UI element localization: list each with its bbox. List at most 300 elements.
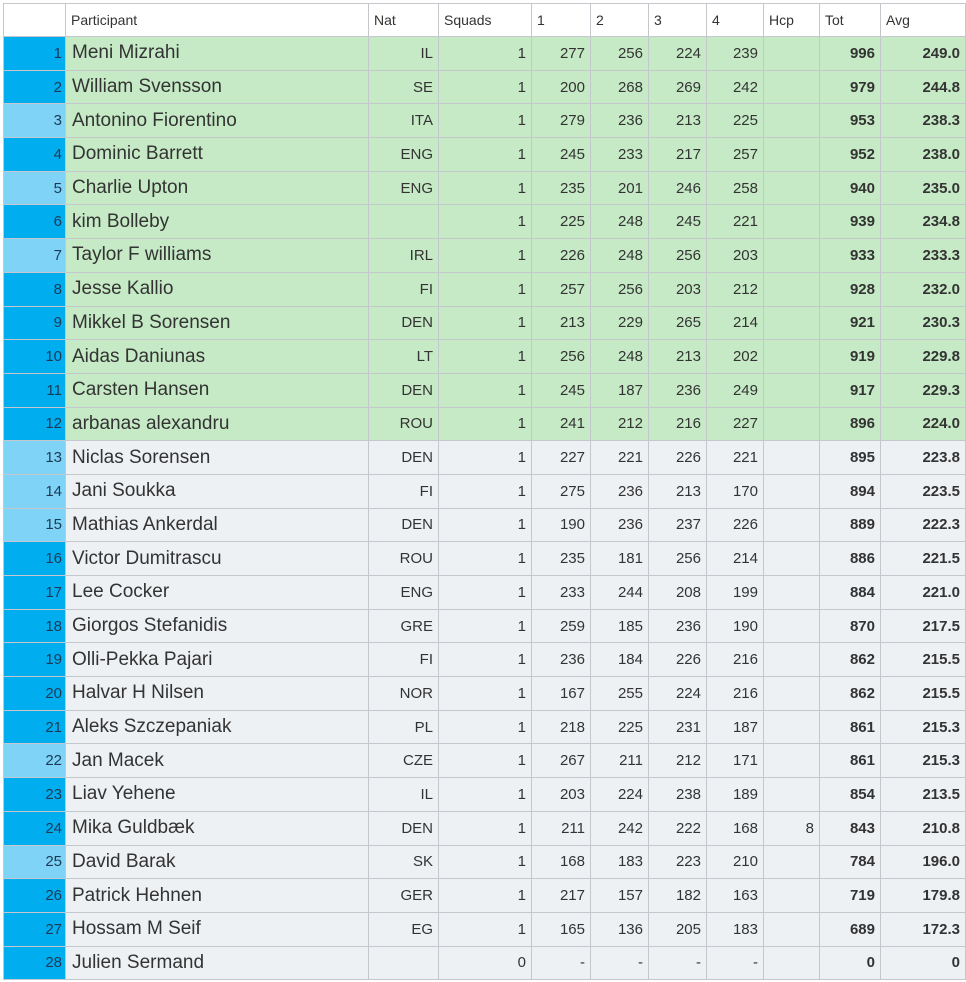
table-row[interactable] (4, 306, 966, 340)
participant-cell: Giorgos Stefanidis (66, 609, 369, 643)
tot-cell: 862 (820, 677, 881, 711)
squads-cell: 1 (439, 239, 532, 273)
nat-cell: FI (369, 272, 439, 306)
participant-cell: Patrick Hehnen (66, 879, 369, 913)
game-1-cell: 277 (532, 37, 591, 71)
avg-cell: 232.0 (881, 272, 966, 306)
squads-cell: 1 (439, 912, 532, 946)
avg-cell: 179.8 (881, 879, 966, 913)
header-avg[interactable]: Avg (881, 4, 966, 37)
tot-cell: 952 (820, 138, 881, 172)
game-1-cell: 233 (532, 576, 591, 610)
hcp-cell (764, 441, 820, 475)
participant-cell: Liav Yehene (66, 778, 369, 812)
game-1-cell: 241 (532, 407, 591, 441)
game-3-cell: 226 (649, 441, 707, 475)
rank-cell: 1 (4, 37, 66, 71)
participant-cell: Mika Guldbæk (66, 811, 369, 845)
hcp-cell (764, 306, 820, 340)
table-row[interactable] (4, 37, 966, 71)
rank-cell: 10 (4, 340, 66, 374)
nat-cell: GRE (369, 609, 439, 643)
table-row[interactable] (4, 508, 966, 542)
squads-cell: 1 (439, 576, 532, 610)
table-row[interactable] (4, 643, 966, 677)
header-game-4[interactable]: 4 (707, 4, 764, 37)
game-3-cell: 208 (649, 576, 707, 610)
rank-cell: 8 (4, 272, 66, 306)
game-1-cell: 200 (532, 70, 591, 104)
rank-cell: 7 (4, 239, 66, 273)
squads-cell: 1 (439, 70, 532, 104)
rank-cell: 24 (4, 811, 66, 845)
table-row[interactable] (4, 879, 966, 913)
table-row[interactable] (4, 710, 966, 744)
participant-cell: David Barak (66, 845, 369, 879)
participant-cell: Lee Cocker (66, 576, 369, 610)
table-row[interactable] (4, 912, 966, 946)
table-row[interactable] (4, 946, 966, 980)
nat-cell: LT (369, 340, 439, 374)
rank-cell: 26 (4, 879, 66, 913)
participant-cell: Mikkel B Sorensen (66, 306, 369, 340)
game-3-cell: 269 (649, 70, 707, 104)
table-row[interactable] (4, 609, 966, 643)
rank-cell: 12 (4, 407, 66, 441)
squads-cell: 1 (439, 407, 532, 441)
avg-cell: 223.5 (881, 474, 966, 508)
table-header (4, 4, 966, 37)
game-1-cell: 245 (532, 138, 591, 172)
avg-cell: 215.3 (881, 710, 966, 744)
game-2-cell: 256 (591, 272, 649, 306)
rank-cell: 15 (4, 508, 66, 542)
avg-cell: 238.3 (881, 104, 966, 138)
game-4-cell: 221 (707, 441, 764, 475)
squads-cell: 1 (439, 879, 532, 913)
game-4-cell: 257 (707, 138, 764, 172)
rank-cell: 5 (4, 171, 66, 205)
hcp-cell (764, 744, 820, 778)
table-row[interactable] (4, 70, 966, 104)
rank-cell: 2 (4, 70, 66, 104)
nat-cell: IRL (369, 239, 439, 273)
participant-cell: Mathias Ankerdal (66, 508, 369, 542)
participant-cell: Dominic Barrett (66, 138, 369, 172)
hcp-cell (764, 576, 820, 610)
game-3-cell: 224 (649, 37, 707, 71)
hcp-cell (764, 609, 820, 643)
participant-cell: Carsten Hansen (66, 373, 369, 407)
game-4-cell: 187 (707, 710, 764, 744)
rank-cell: 27 (4, 912, 66, 946)
nat-cell: DEN (369, 373, 439, 407)
game-4-cell: 171 (707, 744, 764, 778)
participant-cell: Jan Macek (66, 744, 369, 778)
nat-cell: ROU (369, 542, 439, 576)
nat-cell: DEN (369, 441, 439, 475)
game-3-cell: 217 (649, 138, 707, 172)
table-row[interactable] (4, 811, 966, 845)
game-4-cell: 242 (707, 70, 764, 104)
nat-cell: ENG (369, 138, 439, 172)
game-1-cell: 245 (532, 373, 591, 407)
game-4-cell: 221 (707, 205, 764, 239)
squads-cell: 1 (439, 710, 532, 744)
squads-cell: 1 (439, 37, 532, 71)
avg-cell: 233.3 (881, 239, 966, 273)
squads-cell: 1 (439, 508, 532, 542)
squads-cell: 1 (439, 138, 532, 172)
rank-cell: 22 (4, 744, 66, 778)
avg-cell: 221.0 (881, 576, 966, 610)
tot-cell: 889 (820, 508, 881, 542)
table-row[interactable] (4, 542, 966, 576)
game-4-cell: 210 (707, 845, 764, 879)
table-row[interactable] (4, 778, 966, 812)
nat-cell: ITA (369, 104, 439, 138)
game-3-cell: - (649, 946, 707, 980)
hcp-cell (764, 912, 820, 946)
nat-cell: EG (369, 912, 439, 946)
hcp-cell (764, 239, 820, 273)
tot-cell: 870 (820, 609, 881, 643)
game-3-cell: 182 (649, 879, 707, 913)
squads-cell: 1 (439, 744, 532, 778)
table-row[interactable] (4, 677, 966, 711)
participant-cell: Olli-Pekka Pajari (66, 643, 369, 677)
tot-cell: 854 (820, 778, 881, 812)
avg-cell: 221.5 (881, 542, 966, 576)
hcp-cell (764, 542, 820, 576)
game-1-cell: 217 (532, 879, 591, 913)
avg-cell: 229.3 (881, 373, 966, 407)
participant-cell: Jani Soukka (66, 474, 369, 508)
tot-cell: 0 (820, 946, 881, 980)
game-2-cell: 212 (591, 407, 649, 441)
hcp-cell (764, 373, 820, 407)
nat-cell: IL (369, 37, 439, 71)
game-1-cell: 227 (532, 441, 591, 475)
game-2-cell: 255 (591, 677, 649, 711)
hcp-cell (764, 778, 820, 812)
game-3-cell: 238 (649, 778, 707, 812)
game-2-cell: 187 (591, 373, 649, 407)
table-row[interactable] (4, 407, 966, 441)
header-hcp[interactable]: Hcp (764, 4, 820, 37)
game-2-cell: - (591, 946, 649, 980)
rank-cell: 16 (4, 542, 66, 576)
game-2-cell: 157 (591, 879, 649, 913)
game-1-cell: 267 (532, 744, 591, 778)
tot-cell: 895 (820, 441, 881, 475)
rank-cell: 14 (4, 474, 66, 508)
avg-cell: 210.8 (881, 811, 966, 845)
participant-cell: Hossam M Seif (66, 912, 369, 946)
participant-cell: Julien Sermand (66, 946, 369, 980)
game-1-cell: 279 (532, 104, 591, 138)
game-2-cell: 236 (591, 508, 649, 542)
game-1-cell: 256 (532, 340, 591, 374)
game-4-cell: 214 (707, 306, 764, 340)
hcp-cell (764, 205, 820, 239)
tot-cell: 719 (820, 879, 881, 913)
hcp-cell (764, 946, 820, 980)
squads-cell: 1 (439, 306, 532, 340)
avg-cell: 215.5 (881, 643, 966, 677)
squads-cell: 1 (439, 811, 532, 845)
header-tot[interactable]: Tot (820, 4, 881, 37)
game-2-cell: 201 (591, 171, 649, 205)
hcp-cell (764, 104, 820, 138)
tot-cell: 996 (820, 37, 881, 71)
header-rank[interactable] (4, 4, 66, 37)
rank-cell: 19 (4, 643, 66, 677)
table-row[interactable] (4, 744, 966, 778)
nat-cell: DEN (369, 811, 439, 845)
squads-cell: 1 (439, 205, 532, 239)
game-4-cell: 225 (707, 104, 764, 138)
game-4-cell: 212 (707, 272, 764, 306)
game-1-cell: 165 (532, 912, 591, 946)
rank-cell: 6 (4, 205, 66, 239)
game-2-cell: 229 (591, 306, 649, 340)
game-1-cell: 235 (532, 542, 591, 576)
hcp-cell (764, 677, 820, 711)
tot-cell: 933 (820, 239, 881, 273)
hcp-cell (764, 710, 820, 744)
nat-cell: DEN (369, 508, 439, 542)
participant-cell: Antonino Fiorentino (66, 104, 369, 138)
participant-cell: Victor Dumitrascu (66, 542, 369, 576)
table-row[interactable] (4, 576, 966, 610)
game-3-cell: 236 (649, 373, 707, 407)
avg-cell: 229.8 (881, 340, 966, 374)
rank-cell: 28 (4, 946, 66, 980)
nat-cell: GER (369, 879, 439, 913)
nat-cell: ENG (369, 171, 439, 205)
hcp-cell (764, 272, 820, 306)
game-3-cell: 213 (649, 340, 707, 374)
rank-cell: 9 (4, 306, 66, 340)
tot-cell: 884 (820, 576, 881, 610)
game-2-cell: 248 (591, 239, 649, 273)
nat-cell (369, 205, 439, 239)
table-row[interactable] (4, 205, 966, 239)
game-1-cell: 190 (532, 508, 591, 542)
game-3-cell: 231 (649, 710, 707, 744)
avg-cell: 224.0 (881, 407, 966, 441)
tot-cell: 886 (820, 542, 881, 576)
game-1-cell: 275 (532, 474, 591, 508)
game-4-cell: - (707, 946, 764, 980)
participant-cell: Charlie Upton (66, 171, 369, 205)
avg-cell: 172.3 (881, 912, 966, 946)
game-4-cell: 216 (707, 643, 764, 677)
game-3-cell: 223 (649, 845, 707, 879)
nat-cell: IL (369, 778, 439, 812)
game-2-cell: 181 (591, 542, 649, 576)
nat-cell: PL (369, 710, 439, 744)
game-2-cell: 248 (591, 340, 649, 374)
hcp-cell: 8 (764, 811, 820, 845)
header-nat[interactable]: Nat (369, 4, 439, 37)
hcp-cell (764, 508, 820, 542)
avg-cell: 213.5 (881, 778, 966, 812)
header-game-2[interactable]: 2 (591, 4, 649, 37)
rank-cell: 20 (4, 677, 66, 711)
game-1-cell: 257 (532, 272, 591, 306)
table-row[interactable] (4, 845, 966, 879)
hcp-cell (764, 845, 820, 879)
squads-cell: 1 (439, 441, 532, 475)
participant-cell: kim Bolleby (66, 205, 369, 239)
game-2-cell: 236 (591, 474, 649, 508)
avg-cell: 215.3 (881, 744, 966, 778)
game-1-cell: 259 (532, 609, 591, 643)
participant-cell: arbanas alexandru (66, 407, 369, 441)
game-2-cell: 236 (591, 104, 649, 138)
header-game-3[interactable]: 3 (649, 4, 707, 37)
game-4-cell: 189 (707, 778, 764, 812)
tot-cell: 689 (820, 912, 881, 946)
standings-table (3, 3, 966, 980)
game-3-cell: 213 (649, 474, 707, 508)
game-3-cell: 224 (649, 677, 707, 711)
game-3-cell: 213 (649, 104, 707, 138)
game-2-cell: 211 (591, 744, 649, 778)
tot-cell: 894 (820, 474, 881, 508)
game-4-cell: 183 (707, 912, 764, 946)
tot-cell: 917 (820, 373, 881, 407)
squads-cell: 1 (439, 272, 532, 306)
game-4-cell: 226 (707, 508, 764, 542)
table-row[interactable] (4, 104, 966, 138)
squads-cell: 1 (439, 340, 532, 374)
squads-cell: 1 (439, 845, 532, 879)
avg-cell: 238.0 (881, 138, 966, 172)
game-4-cell: 258 (707, 171, 764, 205)
avg-cell: 230.3 (881, 306, 966, 340)
hcp-cell (764, 474, 820, 508)
tot-cell: 896 (820, 407, 881, 441)
game-1-cell: 226 (532, 239, 591, 273)
game-2-cell: 136 (591, 912, 649, 946)
table-row[interactable] (4, 171, 966, 205)
header-squads[interactable]: Squads (439, 4, 532, 37)
game-3-cell: 256 (649, 239, 707, 273)
game-3-cell: 236 (649, 609, 707, 643)
avg-cell: 215.5 (881, 677, 966, 711)
avg-cell: 234.8 (881, 205, 966, 239)
participant-cell: Halvar H Nilsen (66, 677, 369, 711)
table-row[interactable] (4, 138, 966, 172)
game-3-cell: 265 (649, 306, 707, 340)
tot-cell: 843 (820, 811, 881, 845)
nat-cell: FI (369, 474, 439, 508)
tot-cell: 940 (820, 171, 881, 205)
game-2-cell: 225 (591, 710, 649, 744)
tot-cell: 921 (820, 306, 881, 340)
rank-cell: 4 (4, 138, 66, 172)
game-1-cell: 213 (532, 306, 591, 340)
tot-cell: 928 (820, 272, 881, 306)
game-4-cell: 190 (707, 609, 764, 643)
participant-cell: Aleks Szczepaniak (66, 710, 369, 744)
header-participant[interactable]: Participant (66, 4, 369, 37)
game-2-cell: 248 (591, 205, 649, 239)
nat-cell: DEN (369, 306, 439, 340)
game-1-cell: 235 (532, 171, 591, 205)
squads-cell: 1 (439, 643, 532, 677)
avg-cell: 249.0 (881, 37, 966, 71)
header-game-1[interactable]: 1 (532, 4, 591, 37)
game-1-cell: 211 (532, 811, 591, 845)
game-3-cell: 237 (649, 508, 707, 542)
game-2-cell: 224 (591, 778, 649, 812)
hcp-cell (764, 138, 820, 172)
table-row[interactable] (4, 474, 966, 508)
game-2-cell: 184 (591, 643, 649, 677)
avg-cell: 0 (881, 946, 966, 980)
rank-cell: 3 (4, 104, 66, 138)
participant-cell: Aidas Daniunas (66, 340, 369, 374)
participant-cell: William Svensson (66, 70, 369, 104)
game-1-cell: 236 (532, 643, 591, 677)
nat-cell: FI (369, 643, 439, 677)
tot-cell: 861 (820, 744, 881, 778)
squads-cell: 1 (439, 609, 532, 643)
participant-cell: Meni Mizrahi (66, 37, 369, 71)
hcp-cell (764, 37, 820, 71)
game-3-cell: 226 (649, 643, 707, 677)
squads-cell: 1 (439, 677, 532, 711)
avg-cell: 222.3 (881, 508, 966, 542)
game-3-cell: 246 (649, 171, 707, 205)
game-4-cell: 249 (707, 373, 764, 407)
game-4-cell: 202 (707, 340, 764, 374)
game-1-cell: 167 (532, 677, 591, 711)
game-3-cell: 212 (649, 744, 707, 778)
tot-cell: 939 (820, 205, 881, 239)
nat-cell: ENG (369, 576, 439, 610)
table-row[interactable] (4, 373, 966, 407)
squads-cell: 1 (439, 373, 532, 407)
game-4-cell: 227 (707, 407, 764, 441)
table-body (4, 37, 966, 980)
hcp-cell (764, 171, 820, 205)
tot-cell: 784 (820, 845, 881, 879)
tot-cell: 953 (820, 104, 881, 138)
game-2-cell: 221 (591, 441, 649, 475)
table-row[interactable] (4, 272, 966, 306)
game-2-cell: 244 (591, 576, 649, 610)
table-row[interactable] (4, 239, 966, 273)
table-row[interactable] (4, 441, 966, 475)
squads-cell: 1 (439, 104, 532, 138)
table-row[interactable] (4, 340, 966, 374)
nat-cell: CZE (369, 744, 439, 778)
hcp-cell (764, 879, 820, 913)
participant-cell: Jesse Kallio (66, 272, 369, 306)
game-1-cell: - (532, 946, 591, 980)
game-3-cell: 245 (649, 205, 707, 239)
squads-cell: 1 (439, 171, 532, 205)
game-4-cell: 199 (707, 576, 764, 610)
hcp-cell (764, 407, 820, 441)
game-4-cell: 239 (707, 37, 764, 71)
rank-cell: 11 (4, 373, 66, 407)
